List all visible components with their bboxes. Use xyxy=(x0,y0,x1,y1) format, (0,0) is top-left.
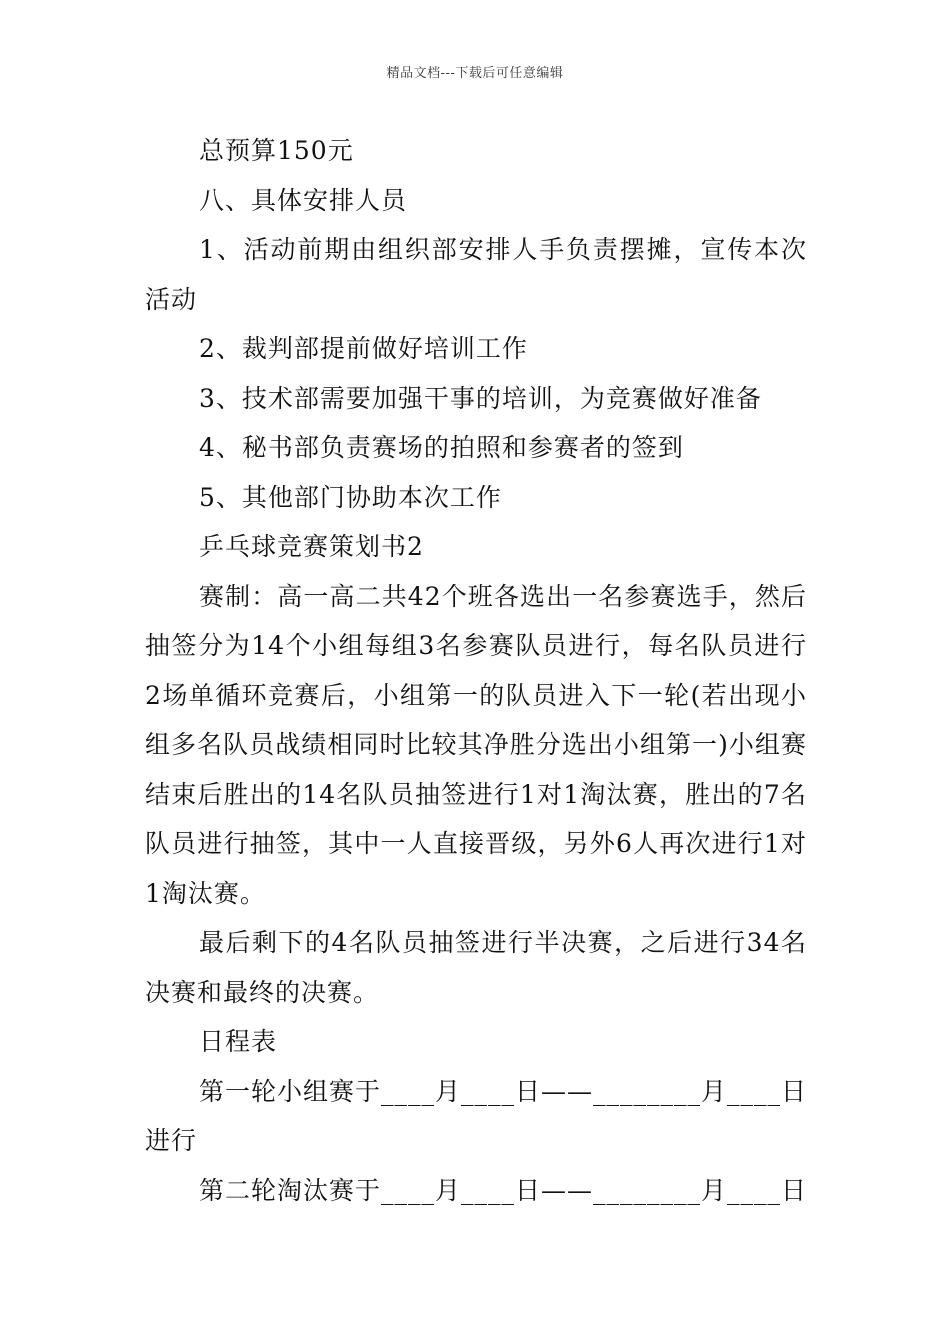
staff-item-1: 1、活动前期由组织部安排人手负责摆摊，宣传本次活动 xyxy=(145,235,807,314)
staff-item-4: 4、秘书部负责赛场的拍照和参赛者的签到 xyxy=(199,433,684,462)
document-body xyxy=(145,126,807,1215)
schedule-round-1: 第一轮小组赛于____月____日——________月____日进行 xyxy=(145,1076,808,1155)
document-subtitle: 乒乓球竞赛策划书2 xyxy=(199,532,424,561)
page-header: 精品文档---下载后可任意编辑 xyxy=(386,66,564,81)
schedule-round-2: 第二轮淘汰赛于____月____日——________月____日 xyxy=(199,1175,808,1205)
staff-item-5: 5、其他部门协助本次工作 xyxy=(199,482,502,512)
budget-total-line: 总预算150元 xyxy=(199,136,354,165)
section-heading-staff: 八、具体安排人员 xyxy=(199,185,408,215)
finals-paragraph: 最后剩下的4名队员抽签进行半决赛，之后进行34名决赛和最终的决赛。 xyxy=(145,928,807,1007)
competition-format-paragraph: 赛制：高一高二共42个班各选出一名参赛选手，然后抽签分为14个小组每组3名参赛队员进行，每名队员进行2场单循环竞赛后，小组第一的队员进入下一轮(若出现小组多名队员战绩相同时比较其净胜分选出小组第一)小组赛结束后胜出的14名队员抽签进行1对1淘汰赛，胜出的7名队员进行抽签，其中一人直接晋级，另外6人再次进行1对1淘汰赛。 xyxy=(145,581,807,908)
staff-item-3: 3、技术部需要加强干事的培训，为竞赛做好准备 xyxy=(199,383,762,413)
schedule-heading: 日程表 xyxy=(199,1027,278,1056)
staff-item-2: 2、裁判部提前做好培训工作 xyxy=(199,334,528,363)
